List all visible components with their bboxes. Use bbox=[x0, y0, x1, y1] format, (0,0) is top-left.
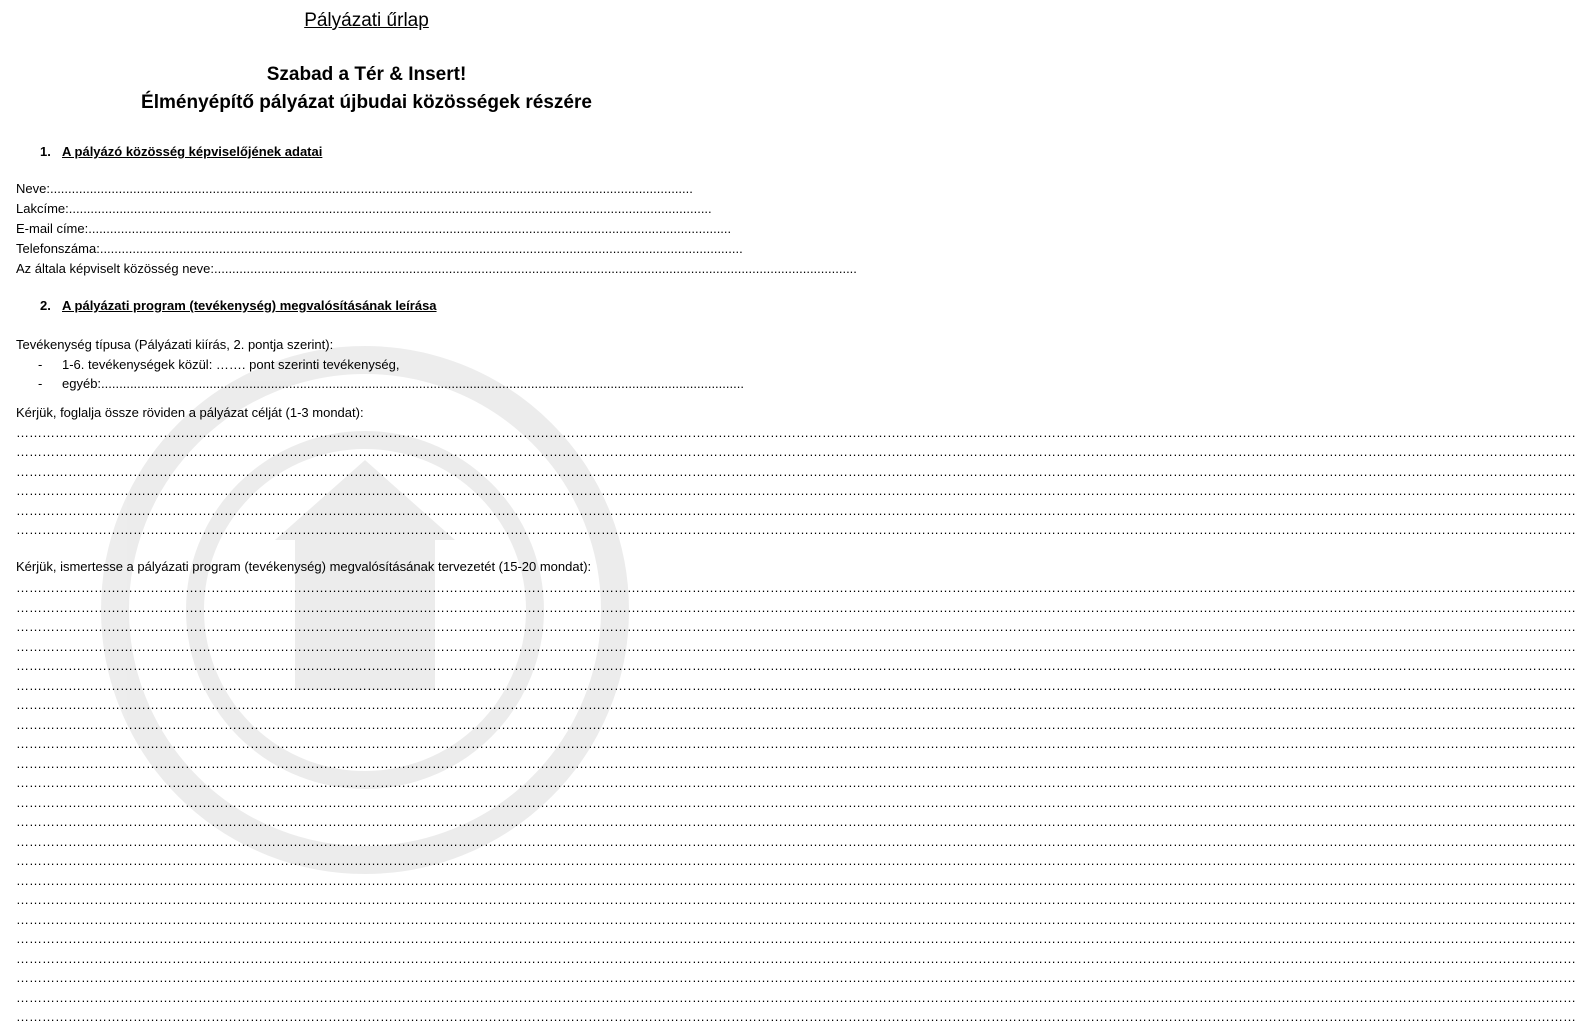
writing-line[interactable]: ……………………………………………………………………………………………………………………………………………………………………………………………………………………………………………………………………………………………………………………………… bbox=[16, 911, 1576, 927]
field-address-label: Lakcíme: bbox=[16, 201, 69, 216]
writing-line[interactable]: ……………………………………………………………………………………………………………………………………………………………………………………………………………………………………………………………………………………………………………………………… bbox=[16, 872, 1576, 888]
writing-line[interactable]: ……………………………………………………………………………………………………………………………………………………………………………………………………………………………………………………………………………………………………………………………… bbox=[16, 483, 1576, 499]
fill-line: .................................................................................................................................................................................. bbox=[99, 241, 743, 256]
writing-line[interactable]: ……………………………………………………………………………………………………………………………………………………………………………………………………………………………………………………………………………………………………………………………… bbox=[16, 794, 1576, 810]
writing-line[interactable]: ……………………………………………………………………………………………………………………………………………………………………………………………………………………………………………………………………………………………………………………………… bbox=[16, 638, 1576, 654]
fill-line: .................................................................................................................................................................................. bbox=[68, 201, 712, 216]
writing-line[interactable]: ……………………………………………………………………………………………………………………………………………………………………………………………………………………………………………………………………………………………………………………………… bbox=[16, 599, 1576, 615]
main-title-line-2: Élményépítő pályázat újbudai közösségek részére bbox=[141, 92, 592, 113]
section-2-number: 2. bbox=[40, 298, 51, 313]
field-phone[interactable] bbox=[16, 240, 743, 258]
writing-line[interactable]: ……………………………………………………………………………………………………………………………………………………………………………………………………………………………………………………………………………………………………………………………… bbox=[16, 833, 1576, 849]
writing-line[interactable]: ……………………………………………………………………………………………………………………………………………………………………………………………………………………………………………………………………………………………………………………………… bbox=[16, 463, 1576, 479]
writing-line[interactable]: ……………………………………………………………………………………………………………………………………………………………………………………………………………………………………………………………………………………………………………………………… bbox=[16, 950, 1576, 966]
writing-line[interactable]: ……………………………………………………………………………………………………………………………………………………………………………………………………………………………………………………………………………………………………………………………… bbox=[16, 677, 1576, 693]
activity-option-other[interactable] bbox=[38, 375, 744, 393]
section-1-number: 1. bbox=[40, 144, 51, 159]
writing-line[interactable]: ……………………………………………………………………………………………………………………………………………………………………………………………………………………………………………………………………………………………………………………………… bbox=[16, 697, 1576, 712]
field-community-name[interactable] bbox=[16, 260, 857, 278]
plan-prompt: Kérjük, ismertesse a pályázati program (tevékenység) megvalósításának tervezetét (15-20 mondat): bbox=[16, 559, 592, 574]
fill-line: .................................................................................................................................................................................. bbox=[88, 221, 732, 236]
fill-line: .................................................................................................................................................................................. bbox=[49, 181, 693, 196]
writing-line[interactable]: ……………………………………………………………………………………………………………………………………………………………………………………………………………………………………………………………………………………………………………………………… bbox=[16, 658, 1576, 673]
writing-line[interactable]: ……………………………………………………………………………………………………………………………………………………………………………………………………………………………………………………………………………………………………………………………… bbox=[16, 522, 1576, 537]
form-title: Pályázati űrlap bbox=[304, 10, 429, 31]
section-1-heading bbox=[40, 144, 322, 159]
field-name[interactable] bbox=[16, 180, 698, 198]
activity-option-other-text: egyéb: bbox=[62, 376, 102, 391]
writing-line[interactable]: ……………………………………………………………………………………………………………………………………………………………………………………………………………………………………………………………………………………………………………………………… bbox=[16, 775, 1576, 790]
writing-line[interactable]: ……………………………………………………………………………………………………………………………………………………………………………………………………………………………………………………………………………………………………………………………… bbox=[16, 755, 1576, 771]
main-title-line-1: Szabad a Tér & Insert! bbox=[266, 64, 467, 85]
activity-option-1-text: 1-6. tevékenységek közül: ……. pont szerinti tevékenység, bbox=[62, 357, 400, 372]
activity-type-label: Tevékenység típusa (Pályázati kiírás, 2. pontja szerint): bbox=[16, 337, 334, 352]
writing-line[interactable]: ……………………………………………………………………………………………………………………………………………………………………………………………………………………………………………………………………………………………………………………………… bbox=[16, 853, 1576, 868]
section-2-heading bbox=[40, 298, 437, 313]
writing-line[interactable]: ……………………………………………………………………………………………………………………………………………………………………………………………………………………………………………………………………………………………………………………………… bbox=[16, 425, 1576, 440]
writing-line[interactable]: ……………………………………………………………………………………………………………………………………………………………………………………………………………………………………………………………………………………………………………………………… bbox=[16, 736, 1576, 751]
field-phone-label: Telefonszáma: bbox=[16, 241, 100, 256]
bullet-dash: - bbox=[38, 357, 43, 372]
writing-line[interactable]: ……………………………………………………………………………………………………………………………………………………………………………………………………………………………………………………………………………………………………………………………… bbox=[16, 931, 1576, 946]
writing-line[interactable]: ……………………………………………………………………………………………………………………………………………………………………………………………………………………………………………………………………………………………………………………………… bbox=[16, 716, 1576, 732]
field-email[interactable] bbox=[16, 220, 732, 238]
field-email-label: E-mail címe: bbox=[16, 221, 89, 236]
writing-line[interactable]: ……………………………………………………………………………………………………………………………………………………………………………………………………………………………………………………………………………………………………………………………… bbox=[16, 619, 1576, 634]
summary-prompt: Kérjük, foglalja össze röviden a pályázat célját (1-3 mondat): bbox=[16, 405, 364, 420]
field-community-name-label: Az általa képviselt közösség neve: bbox=[16, 261, 214, 276]
field-name-label: Neve: bbox=[16, 181, 50, 196]
fill-line: .................................................................................................................................................................................. bbox=[101, 376, 744, 391]
field-address[interactable] bbox=[16, 200, 712, 218]
writing-line[interactable]: ……………………………………………………………………………………………………………………………………………………………………………………………………………………………………………………………………………………………………………………………… bbox=[16, 892, 1576, 907]
writing-line[interactable]: ……………………………………………………………………………………………………………………………………………………………………………………………………………………………………………………………………………………………………………………………… bbox=[16, 1009, 1576, 1024]
section-1-heading-text: A pályázó közösség képviselőjének adatai bbox=[62, 144, 323, 159]
activity-option-1[interactable] bbox=[38, 356, 698, 374]
writing-line[interactable]: ……………………………………………………………………………………………………………………………………………………………………………………………………………………………………………………………………………………………………………………………… bbox=[16, 814, 1576, 829]
writing-line[interactable]: ……………………………………………………………………………………………………………………………………………………………………………………………………………………………………………………………………………………………………………………………… bbox=[16, 580, 1576, 595]
bullet-dash: - bbox=[38, 376, 43, 391]
writing-line[interactable]: ……………………………………………………………………………………………………………………………………………………………………………………………………………………………………………………………………………………………………………………………… bbox=[16, 989, 1576, 1005]
writing-line[interactable]: ……………………………………………………………………………………………………………………………………………………………………………………………………………………………………………………………………………………………………………………………… bbox=[16, 444, 1576, 460]
fill-line: .................................................................................................................................................................................. bbox=[214, 261, 857, 276]
writing-line[interactable]: ……………………………………………………………………………………………………………………………………………………………………………………………………………………………………………………………………………………………………………………………… bbox=[16, 502, 1576, 518]
writing-line[interactable]: ……………………………………………………………………………………………………………………………………………………………………………………………………………………………………………………………………………………………………………………………… bbox=[16, 970, 1576, 985]
section-2-heading-text: A pályázati program (tevékenység) megvalósításának leírása bbox=[62, 298, 437, 313]
